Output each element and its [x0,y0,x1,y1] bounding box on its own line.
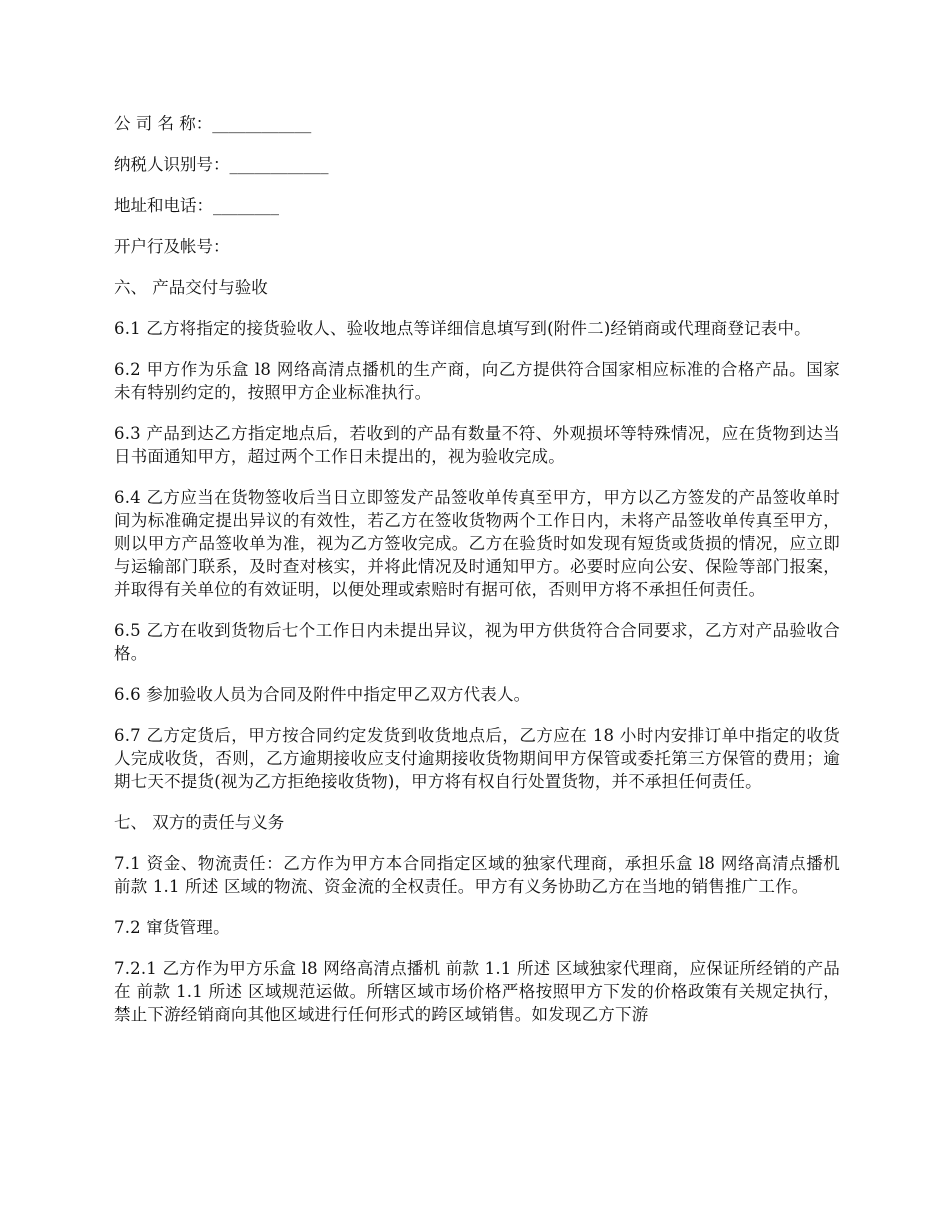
clause-6-1: 6.1 乙方将指定的接货验收人、验收地点等详细信息填写到(附件二)经销商或代理商登记表中。 [114,319,811,338]
address-phone-field [114,194,840,217]
clause-6-2: 6.2 甲方作为乐盒 l8 网络高清点播机的生产商，向乙方提供符合国家相应标准的合格产品。国家未有特别约定的，按照甲方企业标准执行。 [114,360,840,402]
clause-6-6: 6.6 参加验收人员为合同及附件中指定甲乙双方代表人。 [114,685,531,704]
section-7-heading: 七、 双方的责任与义务 [114,813,285,832]
bank-account-field [114,235,840,258]
clause-6-5: 6.5 乙方在收到货物后七个工作日内未提出异议，视为甲方供货符合合同要求，乙方对产品验收合格。 [114,621,840,663]
bank-account-label: 开户行及帐号： [114,237,230,256]
clause-7-2: 7.2 窜货管理。 [114,918,230,937]
clause-6-3: 6.3 产品到达乙方指定地点后，若收到的产品有数量不符、外观损坏等特殊情况，应在货物到达当日书面通知甲方，超过两个工作日未提出的，视为验收完成。 [114,424,840,466]
section-6-heading: 六、 产品交付与验收 [114,278,268,297]
address-phone-blank: ________ [213,196,279,215]
taxpayer-id-blank: ____________ [229,155,329,174]
company-name-field [114,112,840,135]
document-body [114,112,840,1044]
taxpayer-id-field [114,153,840,176]
address-phone-label: 地址和电话： [114,196,213,215]
taxpayer-id-label: 纳税人识别号： [114,155,230,174]
company-name-blank: ____________ [212,114,312,133]
clause-6-4: 6.4 乙方应当在货物签收后当日立即签发产品签收单传真至甲方，甲方以乙方签发的产品签收单时间为标准确定提出异议的有效性，若乙方在签收货物两个工作日内，未将产品签收单传真至甲方，则以甲方产品签收单为准，视为乙方签收完成。乙方在验货时如发现有短货或货损的情况，应立即与运输部门联系，及时查对核实，并将此情况及时通知甲方。必要时应向公安、保险等部门报案，并取得有关单位的有效证明，以便处理或索赔时有据可依，否则甲方将不承担任何责任。 [114,488,840,599]
clause-6-7: 6.7 乙方定货后，甲方按合同约定发货到收货地点后，乙方应在 18 小时内安排订单中指定的收货人完成收货，否则，乙方逾期接收应支付逾期接收货物期间甲方保管或委托第三方保管的费用；逾期七天不提货(视为乙方拒绝接收货物)，甲方将有权自行处置货物，并不承担任何责任。 [114,726,840,791]
clause-7-2-1: 7.2.1 乙方作为甲方乐盒 l8 网络高清点播机 前款 1.1 所述 区域独家代理商，应保证所经销的产品在 前款 1.1 所述 区域规范运做。所辖区域市场价格严格按照甲方下发的价格政策有关规定执行，禁止下游经销商向其他区域进行任何形式的跨区域销售。如发现乙方下游 [114,959,840,1024]
clause-7-1: 7.1 资金、物流责任：乙方作为甲方本合同指定区域的独家代理商，承担乐盒 l8 网络高清点播机 前款 1.1 所述 区域的物流、资金流的全权责任。甲方有义务协助乙方在当地的销售推广工作。 [114,854,840,896]
company-name-label: 公 司 名 称： [114,114,213,133]
